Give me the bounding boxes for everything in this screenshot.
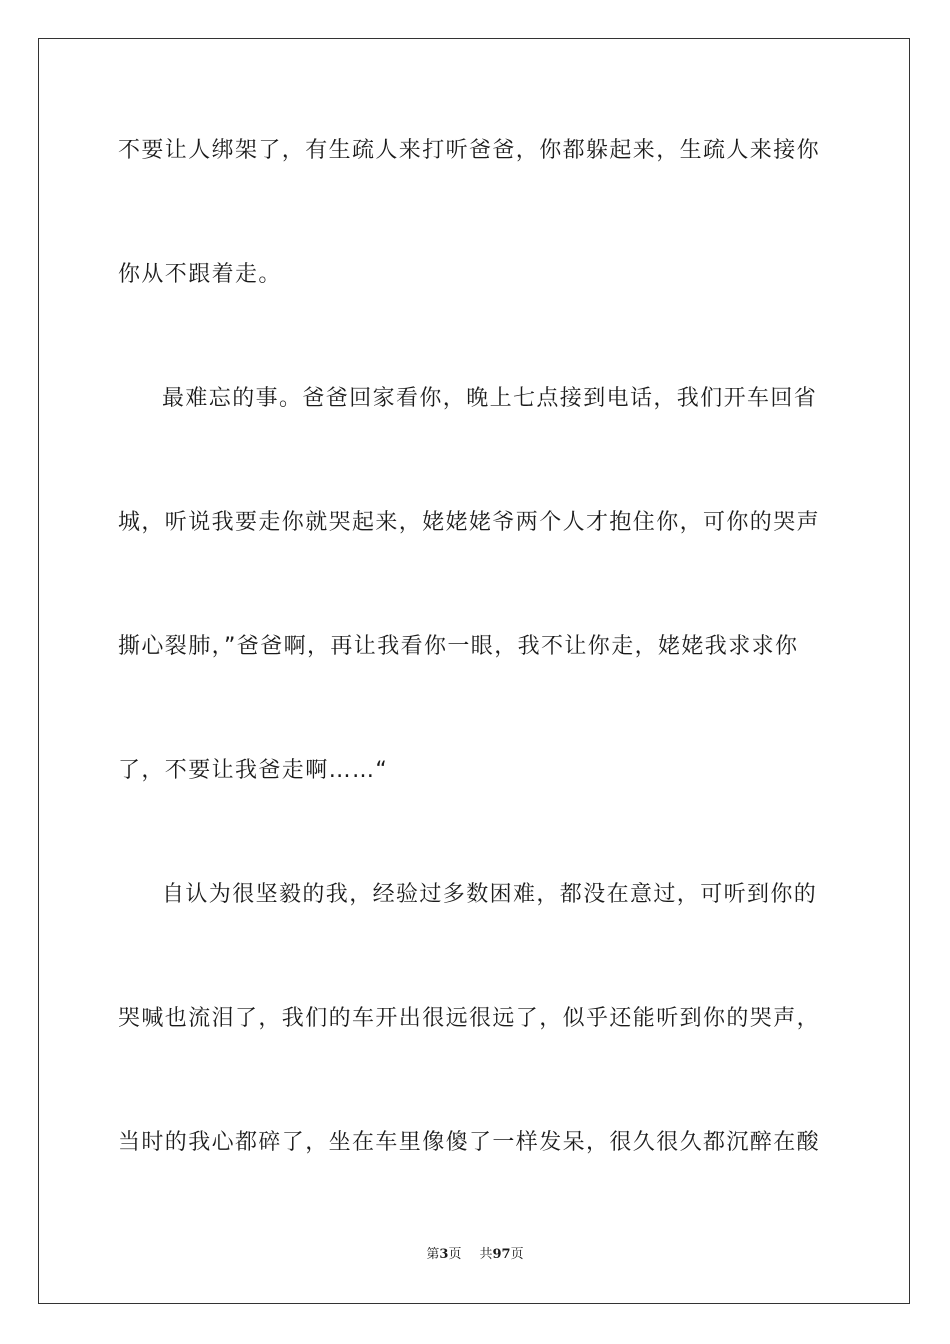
page-prefix: 第 bbox=[426, 1247, 440, 1262]
text-line: 城，听说我要走你就哭起来，姥姥姥爷两个人才抱住你，可你的哭声 bbox=[118, 510, 821, 535]
page-number: 3 bbox=[439, 1247, 449, 1262]
text-line: 当时的我心都碎了，坐在车里像傻了一样发呆，很久很久都沉醉在酸 bbox=[118, 1130, 821, 1155]
paragraph-start-line: 自认为很坚毅的我，经验过多数困难，都没在意过，可听到你的 bbox=[162, 882, 818, 907]
page-border bbox=[38, 38, 910, 1304]
text-line: 哭喊也流泪了，我们的车开出很远很远了，似乎还能听到你的哭声， bbox=[118, 1006, 821, 1031]
text-line: 了，不要让我爸走啊……“ bbox=[118, 758, 389, 783]
text-line: 不要让人绑架了，有生疏人来打听爸爸，你都躲起来，生疏人来接你 bbox=[118, 138, 821, 163]
total-suffix: 页 bbox=[510, 1247, 524, 1262]
text-line: 撕心裂肺，”爸爸啊，再让我看你一眼，我不让你走，姥姥我求求你 bbox=[118, 634, 799, 659]
paragraph-start-line: 最难忘的事。爸爸回家看你，晚上七点接到电话，我们开车回省 bbox=[162, 386, 818, 411]
page-footer bbox=[0, 1246, 950, 1264]
total-prefix: 共 bbox=[479, 1247, 493, 1262]
text-line: 你从不跟着走。 bbox=[118, 262, 282, 287]
total-pages: 97 bbox=[492, 1247, 511, 1262]
page-suffix: 页 bbox=[448, 1247, 462, 1262]
